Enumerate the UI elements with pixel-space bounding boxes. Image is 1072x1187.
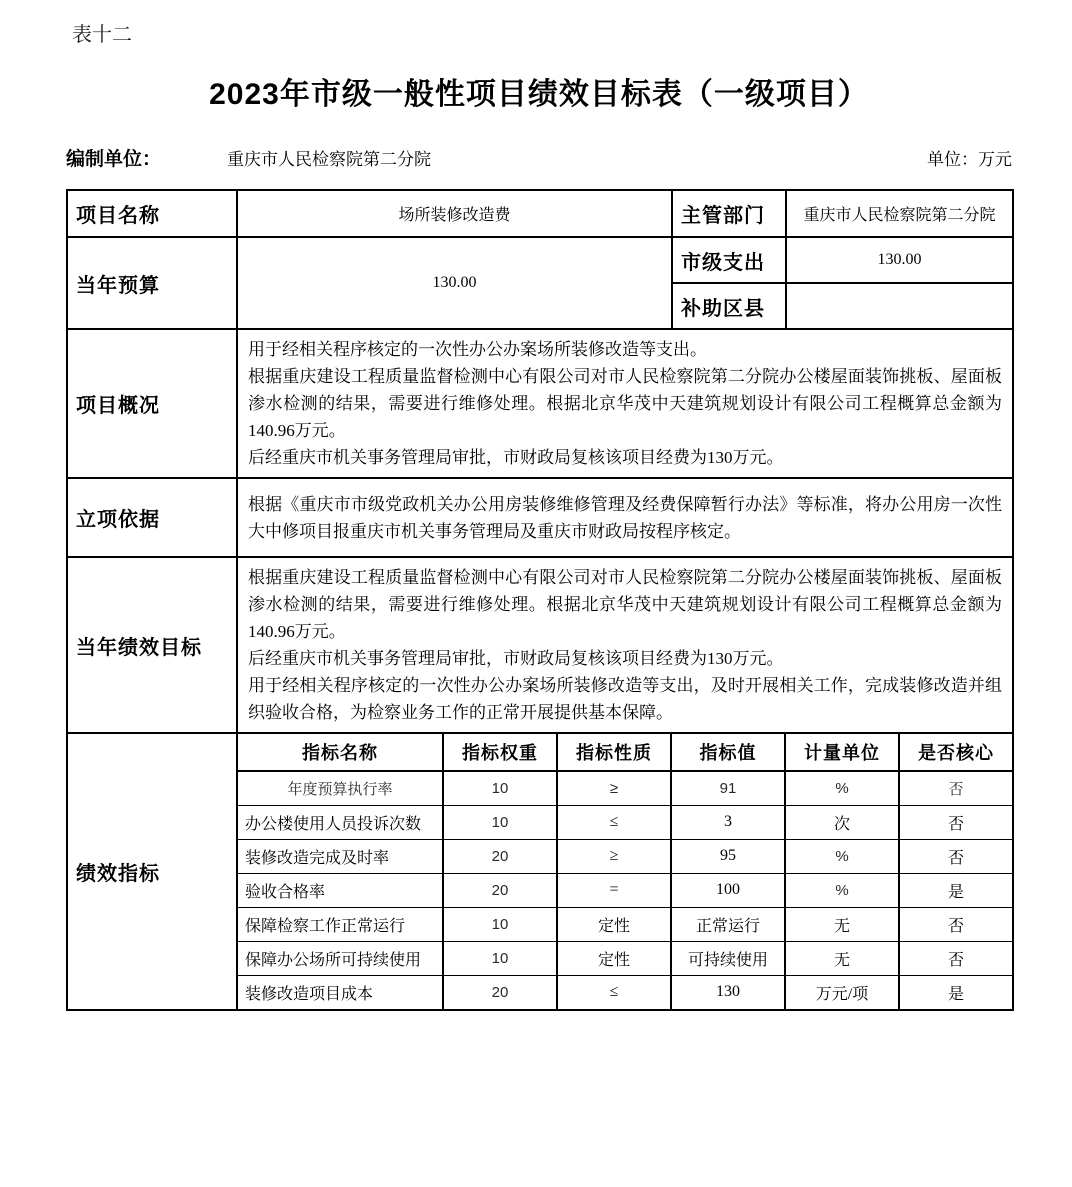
indicator-value: 91 (671, 771, 785, 805)
basis-label: 立项依据 (67, 478, 237, 557)
indicator-row (238, 975, 1012, 1009)
indicator-nature: ≥ (557, 771, 671, 805)
indicator-is-core: 否 (899, 941, 1012, 975)
indicator-unit: 次 (785, 805, 899, 839)
col-header-value: 指标值 (671, 734, 785, 771)
indicators-section-label: 绩效指标 (67, 733, 237, 1010)
dept-value: 重庆市人民检察院第二分院 (786, 190, 1013, 237)
meta-row (66, 148, 1012, 172)
indicators-table-holder (237, 733, 1013, 1010)
project-name-label: 项目名称 (67, 190, 237, 237)
indicator-nature: = (557, 873, 671, 907)
indicator-weight: 20 (443, 839, 557, 873)
indicator-weight: 10 (443, 941, 557, 975)
overview-text (237, 329, 1013, 478)
indicator-row (238, 873, 1012, 907)
indicator-name: 办公楼使用人员投诉次数 (238, 805, 443, 839)
indicator-unit: % (785, 873, 899, 907)
col-header-unit: 计量单位 (785, 734, 899, 771)
col-header-is-core: 是否核心 (899, 734, 1012, 771)
project-name-value: 场所装修改造费 (237, 190, 672, 237)
indicator-is-core: 否 (899, 839, 1012, 873)
annual-target-label: 当年绩效目标 (67, 557, 237, 733)
overview-paragraph: 用于经相关程序核定的一次性办公办案场所装修改造等支出。 (248, 340, 707, 359)
indicator-row (238, 805, 1012, 839)
basis-row (67, 478, 1013, 557)
indicator-row (238, 907, 1012, 941)
indicator-unit: % (785, 771, 899, 805)
indicators-header-row (238, 734, 1012, 771)
col-header-nature: 指标性质 (557, 734, 671, 771)
dept-label: 主管部门 (672, 190, 786, 237)
indicator-nature: ≥ (557, 839, 671, 873)
indicator-weight: 10 (443, 771, 557, 805)
municipal-expense-value: 130.00 (786, 237, 1013, 283)
prepared-by-label: 编制单位： (66, 149, 162, 170)
indicator-name: 装修改造项目成本 (238, 975, 443, 1009)
target-paragraph: 根据重庆建设工程质量监督检测中心有限公司对市人民检察院第二分院办公楼屋面装饰挑板、屋面板渗水检测的结果，需要进行维修处理。根据北京华茂中天建筑规划设计有限公司工程概算总金额为140.96万元。 (248, 568, 1002, 641)
indicator-unit: 无 (785, 941, 899, 975)
indicator-name: 装修改造完成及时率 (238, 839, 443, 873)
indicator-nature: 定性 (557, 941, 671, 975)
performance-target-table (66, 189, 1014, 1011)
indicator-nature: 定性 (557, 907, 671, 941)
overview-row (67, 329, 1013, 478)
indicator-name: 保障办公场所可持续使用 (238, 941, 443, 975)
overview-paragraph: 后经重庆市机关事务管理局审批，市财政局复核该项目经费为130万元。 (248, 448, 784, 467)
annual-target-row (67, 557, 1013, 733)
prepared-by-value: 重庆市人民检察院第二分院 (227, 150, 432, 169)
indicator-is-core: 是 (899, 873, 1012, 907)
indicator-weight: 10 (443, 907, 557, 941)
indicator-weight: 10 (443, 805, 557, 839)
unit-note: 单位：万元 (927, 150, 1012, 169)
indicator-name: 保障检察工作正常运行 (238, 907, 443, 941)
indicator-value: 3 (671, 805, 785, 839)
indicator-nature: ≤ (557, 975, 671, 1009)
indicator-unit: 万元/项 (785, 975, 899, 1009)
budget-row (67, 237, 1013, 283)
indicator-value: 95 (671, 839, 785, 873)
basis-text (237, 478, 1013, 557)
indicator-unit: 无 (785, 907, 899, 941)
subsidy-value (786, 283, 1013, 329)
table-number-tag: 表十二 (72, 24, 132, 46)
indicator-weight: 20 (443, 873, 557, 907)
overview-paragraph: 根据重庆建设工程质量监督检测中心有限公司对市人民检察院第二分院办公楼屋面装饰挑板、屋面板渗水检测的结果，需要进行维修处理。根据北京华茂中天建筑规划设计有限公司工程概算总金额为140.96万元。 (248, 367, 1002, 440)
indicator-value: 130 (671, 975, 785, 1009)
indicators-table (238, 734, 1012, 1009)
indicator-weight: 20 (443, 975, 557, 1009)
target-paragraph: 用于经相关程序核定的一次性办公办案场所装修改造等支出，及时开展相关工作，完成装修改造并组织验收合格，为检察业务工作的正常开展提供基本保障。 (248, 676, 1002, 722)
indicator-name: 年度预算执行率 (238, 771, 443, 805)
page-title: 2023年市级一般性项目绩效目标表（一级项目） (209, 78, 869, 111)
annual-target-text (237, 557, 1013, 733)
overview-label: 项目概况 (67, 329, 237, 478)
budget-value: 130.00 (237, 237, 672, 329)
target-paragraph: 后经重庆市机关事务管理局审批，市财政局复核该项目经费为130万元。 (248, 649, 784, 668)
indicator-row (238, 941, 1012, 975)
budget-label: 当年预算 (67, 237, 237, 329)
indicator-value: 可持续使用 (671, 941, 785, 975)
col-header-weight: 指标权重 (443, 734, 557, 771)
project-name-row (67, 190, 1013, 237)
indicators-row (67, 733, 1013, 1010)
indicator-row (238, 839, 1012, 873)
indicator-is-core: 否 (899, 771, 1012, 805)
municipal-expense-label: 市级支出 (672, 237, 786, 283)
indicator-nature: ≤ (557, 805, 671, 839)
indicator-is-core: 否 (899, 907, 1012, 941)
indicator-row (238, 771, 1012, 805)
indicator-name: 验收合格率 (238, 873, 443, 907)
indicator-value: 100 (671, 873, 785, 907)
indicator-value: 正常运行 (671, 907, 785, 941)
col-header-indicator-name: 指标名称 (238, 734, 443, 771)
indicator-is-core: 是 (899, 975, 1012, 1009)
indicator-is-core: 否 (899, 805, 1012, 839)
indicator-unit: % (785, 839, 899, 873)
subsidy-label: 补助区县 (672, 283, 786, 329)
basis-paragraph: 根据《重庆市市级党政机关办公用房装修维修管理及经费保障暂行办法》等标准，将办公用房一次性大中修项目报重庆市机关事务管理局及重庆市财政局按程序核定。 (248, 494, 1002, 541)
